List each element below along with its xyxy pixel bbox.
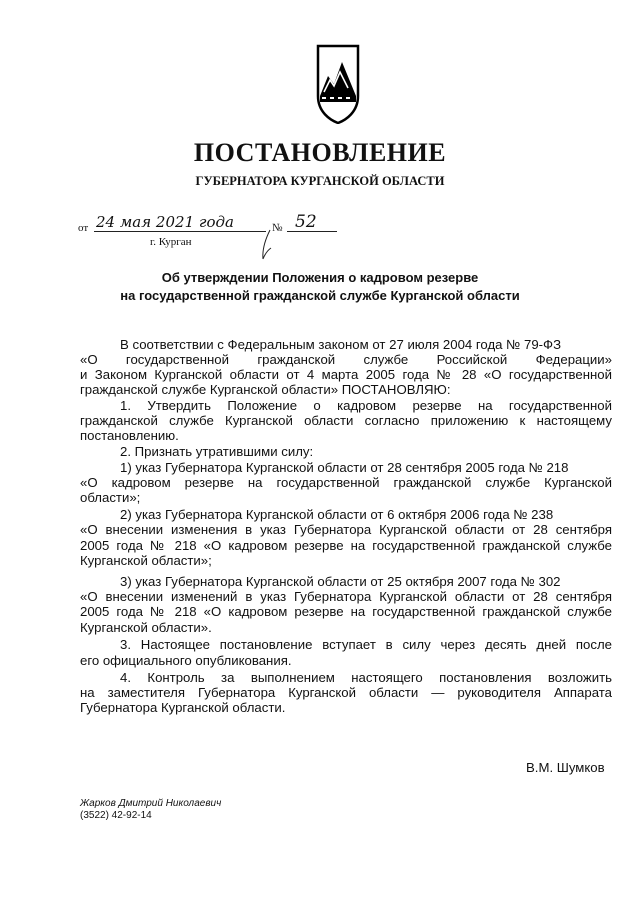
body-line: 2005 года № 218 «О кадровом резерве на государственной гражданской службе <box>80 538 612 553</box>
body-line: области»; <box>80 490 141 505</box>
signatory-name: В.М. Шумков <box>526 760 605 775</box>
body-line: 1) указ Губернатора Курганской области от 28 сентября 2005 года № 218 <box>120 460 569 475</box>
executor-name: Жарков Дмитрий Николаевич <box>80 798 222 809</box>
document-title: ПОСТАНОВЛЕНИЕ <box>193 138 447 167</box>
document-subtitle: ГУБЕРНАТОРА КУРГАНСКОЙ ОБЛАСТИ <box>195 174 445 188</box>
body-line: 4. Контроль за выполнением настоящего постановления возложить <box>120 670 612 685</box>
body-line: и Законом Курганской области от 4 марта 2005 года № 28 «О государственной <box>80 367 612 382</box>
body-line: «О государственной гражданской службе Российской Федерации» <box>80 352 612 367</box>
body-line: 2. Признать утратившими силу: <box>120 444 314 459</box>
body-line: 3. Настоящее постановление вступает в силу через десять дней после <box>120 637 612 652</box>
executor-phone: (3522) 42-92-14 <box>80 810 152 821</box>
body-line: на заместителя Губернатора Курганской области — руководителя Аппарата <box>80 685 612 700</box>
body-line: гражданской службе Курганской области» ПОСТАНОВЛЯЮ: <box>80 382 451 397</box>
body-line: В соответствии с Федеральным законом от 27 июля 2004 года № 79-ФЗ <box>120 337 562 352</box>
body-line: «О внесении изменений в указ Губернатора Курганской области от 28 сентября <box>80 589 612 604</box>
heading-line-2: на государственной гражданской службе Курганской области <box>120 288 520 303</box>
body-line: 2005 года № 218 «О кадровом резерве на государственной гражданской службе <box>80 604 612 619</box>
body-line: Курганской области». <box>80 620 212 635</box>
body-line: его официального опубликования. <box>80 653 292 668</box>
body-line: Губернатора Курганской области. <box>80 700 286 715</box>
coat-of-arms-emblem <box>312 44 364 124</box>
number-field <box>287 213 337 232</box>
body-line: 1. Утвердить Положение о кадровом резерве на государственной <box>120 398 612 413</box>
body-line: «О внесении изменения в указ Губернатора Курганской области от 28 сентября <box>80 522 612 537</box>
date-prefix: от <box>78 222 89 234</box>
body-line: 2) указ Губернатора Курганской области от 6 октября 2006 года № 238 <box>120 507 554 522</box>
city-label: г. Курган <box>150 236 192 248</box>
body-line: гражданской службе Курганской области согласно приложению к настоящему <box>80 413 612 428</box>
date-value-handwritten: 24 мая 2021 года <box>96 213 234 231</box>
number-prefix: № <box>272 222 283 234</box>
heading-line-1: Об утверждении Положения о кадровом резерве <box>161 270 479 285</box>
body-line: постановлению. <box>80 428 179 443</box>
number-value-handwritten: 52 <box>295 212 317 232</box>
date-field <box>94 213 266 232</box>
body-line: 3) указ Губернатора Курганской области от 25 октября 2007 года № 302 <box>120 574 561 589</box>
pen-stroke <box>256 228 276 262</box>
body-line: Курганской области»; <box>80 553 212 568</box>
body-line: «О кадровом резерве на государственной гражданской службе Курганской <box>80 475 612 490</box>
